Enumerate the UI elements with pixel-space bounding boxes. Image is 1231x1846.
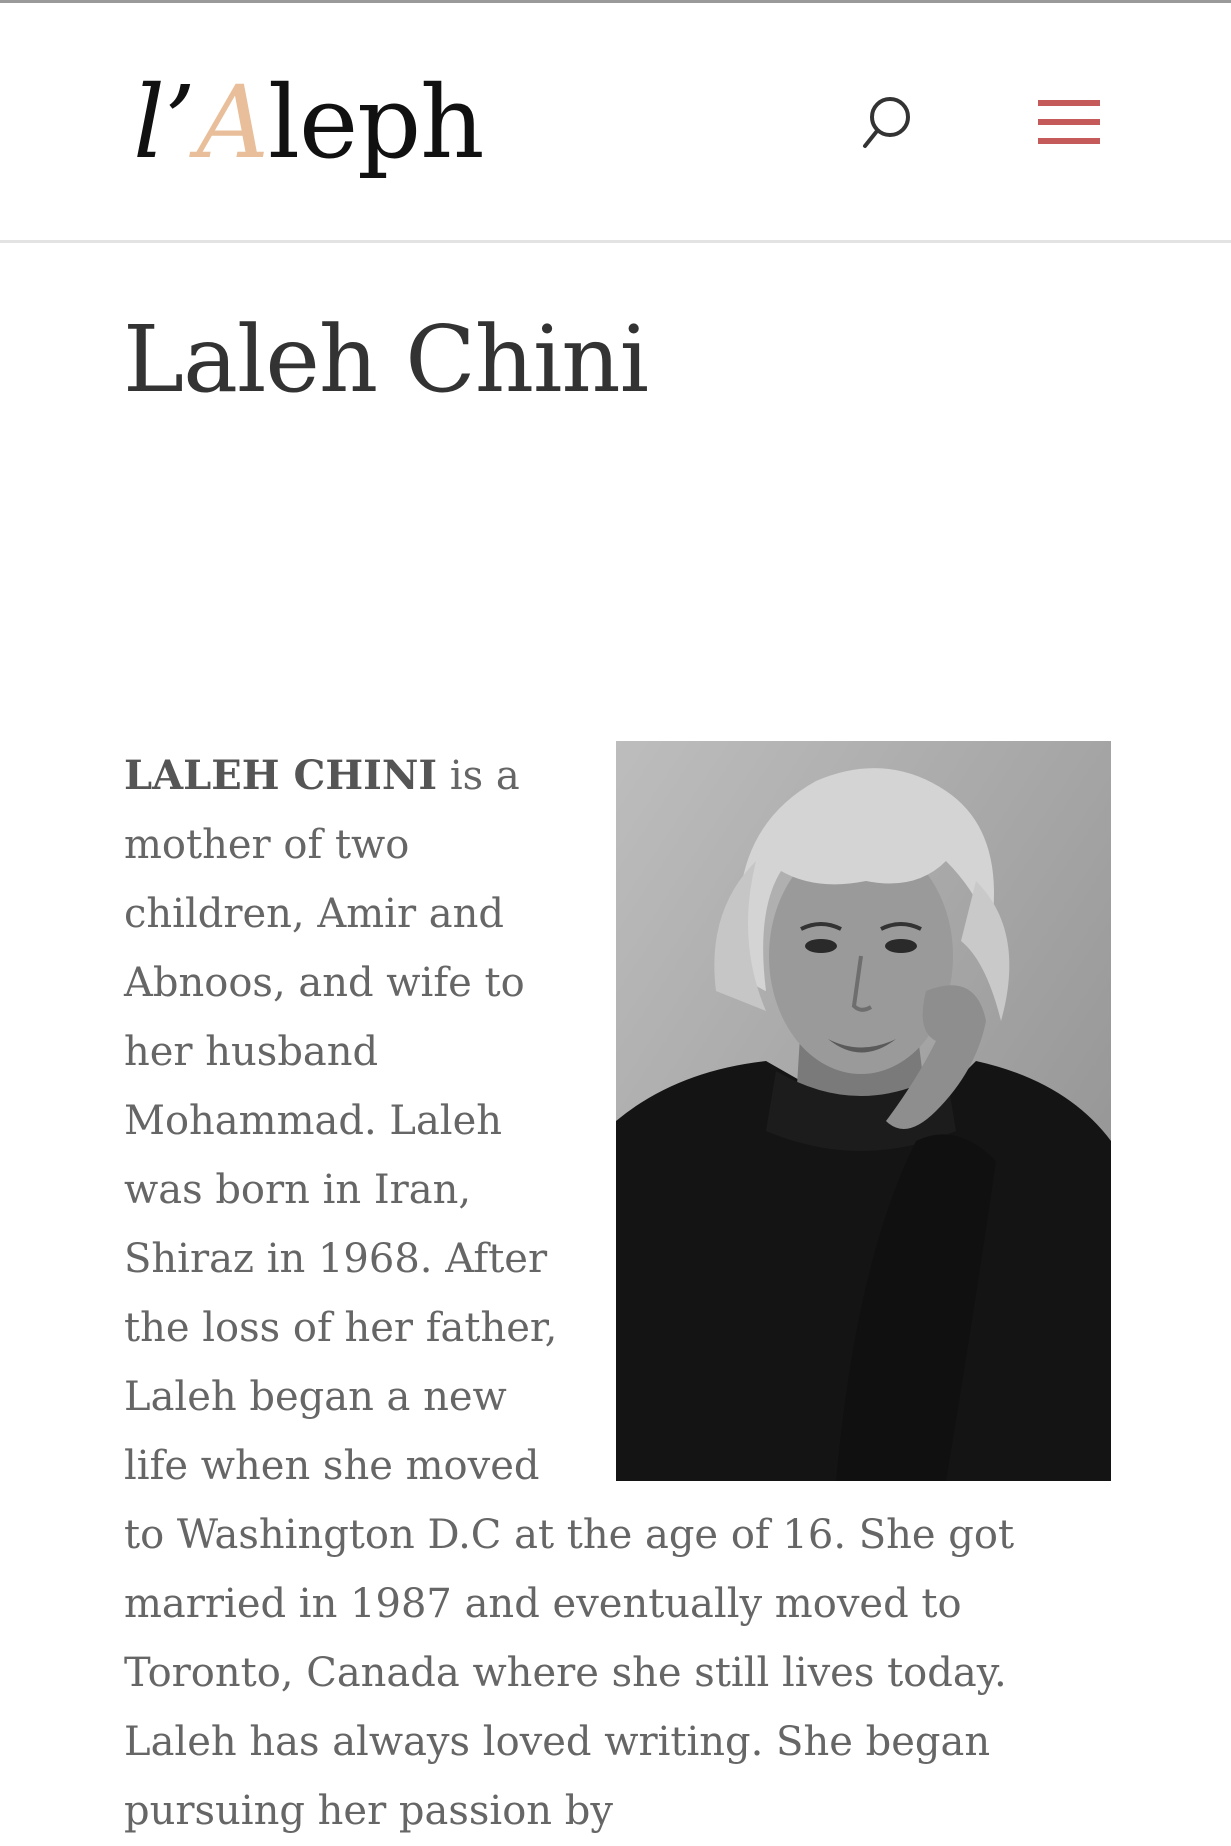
search-icon[interactable] <box>860 93 916 153</box>
logo-part2: leph <box>268 64 484 181</box>
site-header <box>0 3 1231 243</box>
page-title: Laleh Chini <box>123 306 649 413</box>
logo-apostrophe: ’ <box>163 64 195 181</box>
bio-section <box>124 741 1114 1846</box>
menu-bar <box>1038 138 1100 144</box>
logo[interactable] <box>133 53 484 193</box>
logo-part1: l <box>133 64 164 181</box>
menu-bar <box>1038 100 1100 106</box>
logo-accent-letter: A <box>196 64 268 181</box>
bio-name: LALEH CHINI <box>124 752 438 799</box>
menu-bar <box>1038 119 1100 125</box>
author-portrait <box>616 741 1111 1481</box>
bio-text: is a mother of two children, Amir and Abnoos, and wife to her husband Mohammad. Laleh was born in Iran, Shiraz in 1968. After the loss of her father, Laleh began a new life when she moved to Washington D.C at the age of 16. She got married in 1987 and eventually moved to Toronto, Canada where she still lives today. Laleh has always loved writing. She began pursuing her passion by <box>124 753 1015 1834</box>
hamburger-menu-icon[interactable] <box>1038 100 1100 144</box>
